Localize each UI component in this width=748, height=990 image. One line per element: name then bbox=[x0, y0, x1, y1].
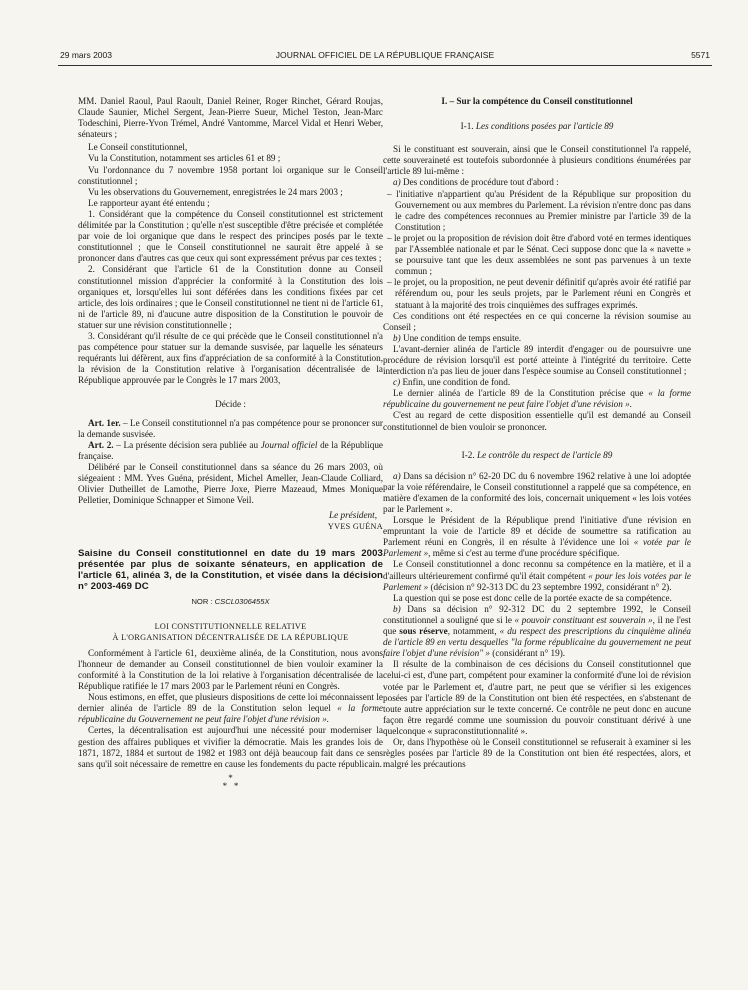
section-stars: * * * bbox=[222, 772, 239, 791]
paragraph: Il résulte de la combinaison de ces décisions du Conseil constitutionnel que celui-ci est, d'une part, compétent pour examiner la conformité d'une loi de révision votée par le Parlement et, d'autre part, ne peut que se vérifier si les exigences posées par l'article 89 de la Constitution ont bien été respectées, en s'abstenant de toute autre appréciation sur le texte concerné. Ce contrôle ne peut donc en aucune façon être regardé comme une soumission du pouvoir constituant dérivé à une quelconque « supraconstitutionnalité ». bbox=[383, 659, 691, 736]
journal-officiel-ref: Journal officiel bbox=[260, 439, 318, 450]
article-2-label: Art. 2. bbox=[88, 439, 114, 450]
delibere-paragraph: Délibéré par le Conseil constitutionnel dans sa séance du 26 mars 2003, où siégeaient : MM. Yves Guéna, président, Michel Ameller, Jean-Claude Colliard, Olivier Dutheillet de Lamothe, Pierre Joxe, Pierre Mazeaud, Mmes Monique Pelletier, Dominique Schnapper et Simone Veil. bbox=[78, 461, 383, 506]
paragraph: b) Une condition de temps ensuite. bbox=[393, 332, 522, 343]
header-date: 29 mars 2003 bbox=[60, 50, 112, 60]
paragraph: Ces conditions ont été respectées en ce qui concerne la révision soumise au Conseil ; bbox=[383, 310, 691, 332]
list-item: – l'initiative n'appartient qu'au Président de la République sur proposition du Gouvernement ou aux membres du Parlement. La révision n'entre donc pas dans le cadre des compétences reconnues au Premier ministre par l'article 39 de la Constitution ; bbox=[387, 188, 691, 232]
paragraph: Le dernier alinéa de l'article 89 de la Constitution précise que « la forme républicaine du gouvernement ne peut faire l'objet d'une révision ». bbox=[383, 388, 691, 410]
paragraph: Le Conseil constitutionnel a donc reconnu sa compétence en la matière, et il a d'ailleurs ultérieurement confirmé qu'il était compétent « pour les lois votées par le Parlement » (décision n° 92-313 DC du 23 septembre 1992, considérant n° 2). bbox=[383, 559, 691, 592]
paragraph: Lorsque le Président de la République prend l'initiative d'une révision en empruntant la voie de l'article 89 et décide de soumettre sa ratification au Parlement réuni en Congrès, il en résulte à l'évidence une loi « votée par le Parlement », même si c'est au terme d'une procédure spécifique. bbox=[383, 515, 691, 559]
article-1-label: Art. 1er. bbox=[88, 417, 121, 428]
paragraph: c) Enfin, une condition de fond. bbox=[393, 377, 511, 388]
decide-heading: Décide : bbox=[215, 399, 246, 410]
right-column bbox=[383, 96, 691, 770]
paragraph: Vu les observations du Gouvernement, enregistrées le 24 mars 2003 ; bbox=[88, 186, 343, 197]
saisine-paragraph: Certes, la décentralisation est aujourd'hui une nécessité pour moderniser la gestion des affaires publiques et vivifier la démocratie. Mais les grandes lois de 1871, 1872, 1884 et surtout de 1982 et 1983 ont déjà beaucoup fait dans ce sens sans qu'il soit nécessaire de remettre en cause les fondements du pacte républicain. bbox=[78, 725, 383, 769]
paragraph: Le rapporteur ayant été entendu ; bbox=[88, 197, 210, 208]
paragraph: Vu l'ordonnance du 7 novembre 1958 portant loi organique sur le Conseil constitutionnel ; bbox=[78, 164, 383, 186]
paragraph: a) Dans sa décision n° 62-20 DC du 6 novembre 1962 relative à une loi adoptée par la voie référendaire, le Conseil constitutionnel a rappelé que sa compétence, en matière d'examen de la conformité des lois, concernait uniquement « les lois votées par le Parlement ». bbox=[383, 470, 691, 514]
subsection-heading-I2: I-2. Le contrôle du respect de l'article 89 bbox=[461, 449, 613, 460]
paragraph: Si le constituant est souverain, ainsi que le Conseil constitutionnel l'a rappelé, cette souveraineté est toutefois subordonnée à plusieurs conditions énumérées par l'article 89 lui-même : bbox=[383, 144, 691, 177]
considerant-3: 3. Considérant qu'il résulte de ce qui précède que le Conseil constitutionnel n'a pas compétence pour statuer sur la demande susvisée, par laquelle les sénateurs requérants lui défèrent, aux fins d'appréciation de sa conformité à la Constitution, la révision de la Constitution relative à l'organisation décentralisée de la République approuvée par le Congrès le 17 mars 2003, bbox=[78, 330, 383, 386]
considerant-2: 2. Considérant que l'article 61 de la Constitution donne au Conseil constitutionnel mission d'apprécier la conformité à la Constitution des lois organiques et, lorsqu'elles lui sont déférées dans les conditions fixées par cet article, des lois ordinaires ; que le Conseil constitutionnel ne tient ni de l'article 61, ni de l'article 89, ni d'aucune autre disposition de la Constitution le pouvoir de statuer sur une révision constitutionnelle ; bbox=[78, 264, 383, 330]
paragraph: a) Des conditions de procédure tout d'abord : bbox=[393, 177, 559, 188]
saisine-paragraph: Nous estimons, en effet, que plusieurs dispositions de cette loi méconnaissent le dernier alinéa de l'article 89 de la Constitution selon lequel « la forme républicaine du Gouvernement ne peut faire l'objet d'une révision ». bbox=[78, 692, 383, 725]
article-1-text: – Le Conseil constitutionnel n'a pas compétence pour se prononcer sur la demande susvisée. bbox=[78, 417, 383, 439]
page-header bbox=[60, 50, 710, 62]
paragraph: L'avant-dernier alinéa de l'article 89 interdit d'engager ou de poursuivre une procédure de révision lorsqu'il est porté atteinte à l'intégrité du territoire. Cette interdiction n'a pas lieu de jouer dans l'espèce soumise au Conseil constitutionnel ; bbox=[383, 343, 691, 377]
considerant-1: 1. Considérant que la compétence du Conseil constitutionnel est strictement délimitée par la Constitution ; qu'elle n'est susceptible d'être précisée et complétée par voie de loi organique que dans le respect des principes posés par le texte constitutionnel ; que le Conseil constitutionnel ne saurait être appelé à se prononcer dans d'autres cas que ceux qui sont expressément prévus par ces textes ; bbox=[78, 208, 383, 264]
subsection-heading-I1: I-1. Les conditions posées par l'article 89 bbox=[460, 121, 614, 132]
article-1 bbox=[78, 418, 383, 440]
paragraph: C'est au regard de cette disposition essentielle qu'il est demandé au Conseil constitutionnel de bien vouloir se prononcer. bbox=[383, 410, 691, 432]
president-name: YVES GUÉNA bbox=[327, 522, 383, 532]
loi-title: À L'ORGANISATION DÉCENTRALISÉE DE LA RÉPUBLIQUE bbox=[112, 632, 349, 642]
loi-title: LOI CONSTITUTIONNELLE RELATIVE bbox=[154, 621, 307, 631]
header-journal-title: JOURNAL OFFICIEL DE LA RÉPUBLIQUE FRANÇAISE bbox=[275, 50, 495, 60]
paragraph: Or, dans l'hypothèse où le Conseil constitutionnel se refuserait à examiner si les règles posées par l'article 89 de la Constitution ont bien été respectées, alors, et malgré les précautions bbox=[383, 736, 691, 770]
paragraph: La question qui se pose est donc celle de la portée exacte de sa compétence. bbox=[393, 592, 672, 603]
list-item: – le projet ou la proposition de révision doit être d'abord voté en termes identiques par l'Assemblée nationale et par le Sénat. Ceci suppose donc que la « navette » se poursuive tant que les deux assemblées ne sont pas parvenues à un texte commun ; bbox=[387, 232, 691, 277]
header-rule bbox=[58, 65, 712, 66]
list-item: – le projet, ou la proposition, ne peut devenir définitif qu'après avoir été ratifié par référendum ou, pour les seuls projets, par le Parlement réuni en Congrès et statuant à la majorité des trois cinquièmes des suffrages exprimés. bbox=[387, 277, 691, 310]
section-heading-I: I. – Sur la compétence du Conseil constitutionnel bbox=[441, 96, 633, 106]
paragraph: Le Conseil constitutionnel, bbox=[88, 142, 188, 153]
left-column bbox=[78, 96, 383, 790]
paragraph: b) Dans sa décision n° 92-312 DC du 2 septembre 1992, le Conseil constitutionnel a souligné que si le « pouvoir constituant est souverain », il ne l'est que sous réserve, notamment, « du respect des prescriptions du cinquième alinéa de l'article 89 en vertu desquelles "la forme républicaine du gouvernement ne peut faire l'objet d'une révision" » (considérant n° 19). bbox=[383, 603, 691, 659]
article-2-text: – La présente décision sera publiée au bbox=[113, 439, 261, 450]
paragraph: Vu la Constitution, notamment ses articles 61 et 89 ; bbox=[88, 153, 281, 164]
signataires-paragraph: MM. Daniel Raoul, Paul Raoult, Daniel Reiner, Roger Rinchet, Gérard Roujas, Claude Saunier, Michel Sergent, Jean-Pierre Sueur, Michel Teston, Jean-Marc Todeschini, Pierre-Yvon Trémel, André Vantomme, Marcel Vidal et Henri Weber, sénateurs ; bbox=[78, 96, 383, 140]
saisine-paragraph: Conformément à l'article 61, deuxième alinéa, de la Constitution, nous avons l'honneur de demander au Conseil constitutionnel de bien vouloir examiner la conformité à la Constitution de la loi relative à l'organisation décentralisée de la République ratifiée le 17 mars 2003 par le Parlement réuni en Congrès. bbox=[78, 647, 383, 692]
saisine-heading: Saisine du Conseil constitutionnel en date du 19 mars 2003 présentée par plus de soixante sénateurs, en application de l'article 61, alinéa 3, de la Constitution, et visée dans la décision n° 2003-469 DC bbox=[78, 548, 383, 593]
nor-reference: NOR : CSCL0306455X bbox=[191, 597, 270, 607]
president-label: Le président, bbox=[329, 510, 377, 521]
header-page-number: 5571 bbox=[691, 50, 710, 60]
article-2: Art. 2. – La présente décision sera publiée au Journal officiel de la République française. bbox=[78, 439, 384, 461]
